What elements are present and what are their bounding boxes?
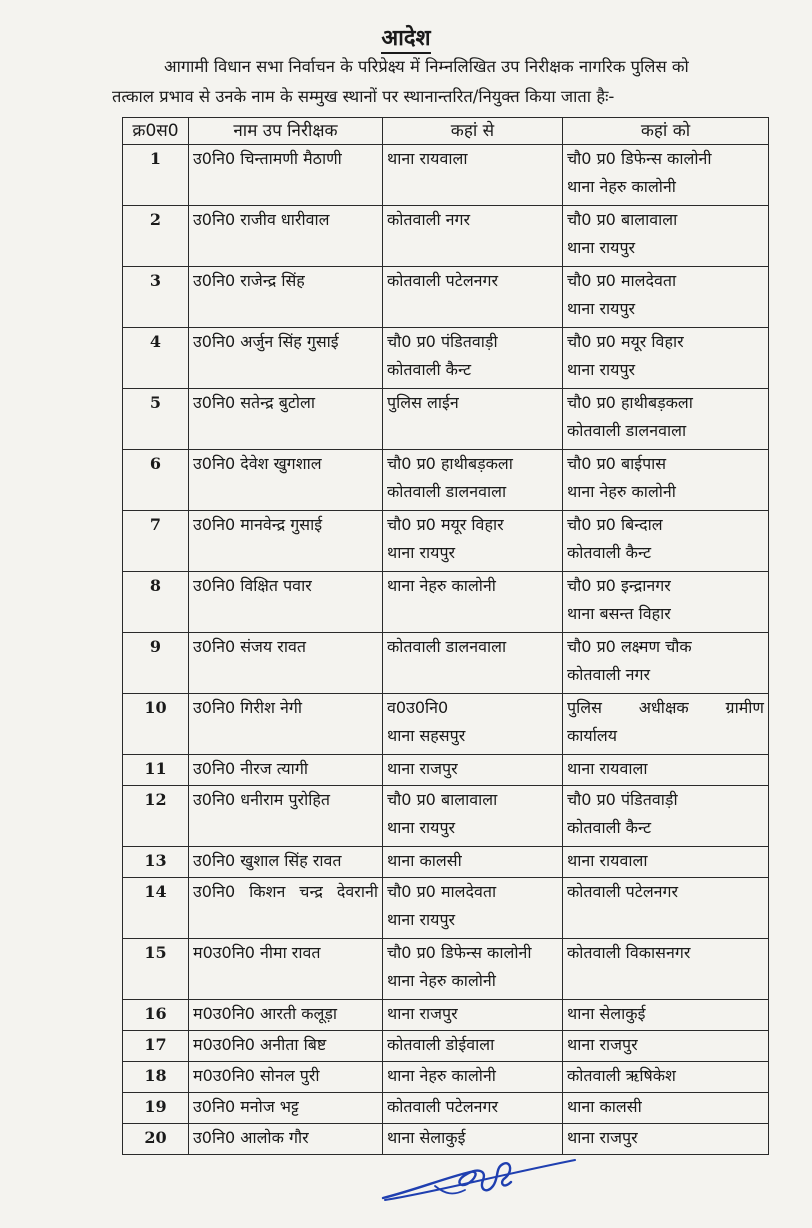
officer-name: उ0नि0 किशन चन्द्र देवरानी	[189, 878, 383, 939]
col-header-from: कहां से	[383, 118, 563, 145]
table-row	[123, 633, 769, 694]
posting-to-line: चौ0 प्र0 इन्द्रानगर	[567, 576, 671, 595]
table-row	[123, 1000, 769, 1031]
posting-from-line: चौ0 प्र0 पंडितवाड़ी	[387, 332, 498, 351]
officer-name: उ0नि0 धनीराम पुरोहित	[189, 786, 383, 847]
posting-to	[563, 145, 769, 206]
posting-to-line: पुलिस अधीक्षक ग्रामीण	[567, 698, 764, 717]
posting-from	[383, 755, 563, 786]
posting-to	[563, 755, 769, 786]
posting-from	[383, 1062, 563, 1093]
posting-from-line: थाना रायपुर	[387, 910, 456, 929]
table-row	[123, 145, 769, 206]
officer-name: उ0नि0 सतेन्द्र बुटोला	[189, 389, 383, 450]
table-row	[123, 878, 769, 939]
table-row	[123, 450, 769, 511]
posting-from-line: थाना रायपुर	[387, 818, 456, 837]
posting-to-line: थाना राजपुर	[567, 1128, 638, 1147]
serial-number: 9	[123, 633, 189, 694]
order-intro	[112, 52, 772, 112]
posting-to-line: कोतवाली नगर	[567, 665, 651, 684]
table-row	[123, 694, 769, 755]
posting-from-line: थाना राजपुर	[387, 1004, 458, 1023]
posting-to-line: चौ0 प्र0 मयूर विहार	[567, 332, 684, 351]
intro-line-1: आगामी विधान सभा निर्वाचन के परिप्रेक्ष्य में निम्नलिखित उप निरीक्षक नागरिक पुलिस को	[164, 57, 689, 76]
officer-name: उ0नि0 राजेन्द्र सिंह	[189, 267, 383, 328]
posting-to	[563, 267, 769, 328]
col-header-name: नाम उप निरीक्षक	[189, 118, 383, 145]
posting-from-line: कोतवाली नगर	[387, 210, 471, 229]
order-heading: आदेश	[0, 22, 812, 52]
table-row	[123, 267, 769, 328]
posting-to	[563, 1062, 769, 1093]
posting-from	[383, 694, 563, 755]
officer-name: उ0नि0 देवेश खुगशाल	[189, 450, 383, 511]
officer-name: उ0नि0 राजीव धारीवाल	[189, 206, 383, 267]
posting-to	[563, 1000, 769, 1031]
transfer-table	[122, 117, 769, 1155]
posting-to-line: चौ0 प्र0 पंडितवाड़ी	[567, 790, 678, 809]
posting-from-line: कोतवाली पटेलनगर	[387, 1097, 499, 1116]
table-row	[123, 847, 769, 878]
officer-name: उ0नि0 मनोज भट्ट	[189, 1093, 383, 1124]
posting-to	[563, 878, 769, 939]
posting-to	[563, 511, 769, 572]
table-row	[123, 389, 769, 450]
signature	[375, 1150, 585, 1210]
table-row	[123, 786, 769, 847]
posting-to	[563, 786, 769, 847]
posting-to	[563, 572, 769, 633]
officer-name: उ0नि0 नीरज त्यागी	[189, 755, 383, 786]
serial-number: 12	[123, 786, 189, 847]
officer-name: उ0नि0 आलोक गौर	[189, 1124, 383, 1155]
posting-to-line: चौ0 प्र0 हाथीबड़कला	[567, 393, 693, 412]
posting-from	[383, 1031, 563, 1062]
posting-from	[383, 939, 563, 1000]
posting-to	[563, 694, 769, 755]
posting-from-line: थाना कालसी	[387, 851, 462, 870]
serial-number: 6	[123, 450, 189, 511]
posting-to-line: कार्यालय	[567, 726, 617, 745]
posting-from	[383, 1000, 563, 1031]
serial-number: 2	[123, 206, 189, 267]
serial-number: 5	[123, 389, 189, 450]
posting-to-line: कोतवाली विकासनगर	[567, 943, 691, 962]
posting-to-line: थाना रायपुर	[567, 360, 636, 379]
table-row	[123, 206, 769, 267]
serial-number: 17	[123, 1031, 189, 1062]
serial-number: 19	[123, 1093, 189, 1124]
posting-from-line: पुलिस लाईन	[387, 393, 459, 412]
posting-from	[383, 145, 563, 206]
posting-to-line: कोतवाली ऋषिकेश	[567, 1066, 676, 1085]
posting-from-line: थाना राजपुर	[387, 759, 458, 778]
posting-from-line: कोतवाली डोईवाला	[387, 1035, 495, 1054]
posting-from-line: थाना नेहरु कालोनी	[387, 1066, 496, 1085]
serial-number: 20	[123, 1124, 189, 1155]
posting-to	[563, 389, 769, 450]
officer-name: उ0नि0 गिरीश नेगी	[189, 694, 383, 755]
serial-number: 15	[123, 939, 189, 1000]
posting-from-line: चौ0 प्र0 हाथीबड़कला	[387, 454, 513, 473]
serial-number: 18	[123, 1062, 189, 1093]
officer-name: उ0नि0 मानवेन्द्र गुसाई	[189, 511, 383, 572]
table-row	[123, 328, 769, 389]
posting-from-line: कोतवाली डालनवाला	[387, 482, 507, 501]
posting-from-line: चौ0 प्र0 मालदेवता	[387, 882, 497, 901]
posting-from	[383, 878, 563, 939]
table-row	[123, 572, 769, 633]
table-row	[123, 939, 769, 1000]
posting-to-line: थाना नेहरु कालोनी	[567, 482, 676, 501]
posting-from-line: चौ0 प्र0 डिफेन्स कालोनी	[387, 943, 532, 962]
posting-to-line: थाना रायवाला	[567, 759, 648, 778]
col-header-to: कहां को	[563, 118, 769, 145]
posting-from	[383, 328, 563, 389]
serial-number: 1	[123, 145, 189, 206]
posting-from-line: थाना नेहरु कालोनी	[387, 971, 496, 990]
posting-from	[383, 389, 563, 450]
intro-line-2: तत्काल प्रभाव से उनके नाम के सम्मुख स्थानों पर स्थानान्तरित/नियुक्त किया जाता हैः-	[112, 87, 615, 106]
posting-to-line: थाना कालसी	[567, 1097, 642, 1116]
posting-from	[383, 206, 563, 267]
posting-to-line: चौ0 प्र0 मालदेवता	[567, 271, 677, 290]
posting-from-line: थाना सहसपुर	[387, 726, 466, 745]
serial-number: 10	[123, 694, 189, 755]
officer-name: उ0नि0 अर्जुन सिंह गुसाई	[189, 328, 383, 389]
posting-from	[383, 511, 563, 572]
posting-to-line: चौ0 प्र0 बालावाला	[567, 210, 678, 229]
posting-to	[563, 328, 769, 389]
serial-number: 11	[123, 755, 189, 786]
posting-to-line: चौ0 प्र0 बिन्दाल	[567, 515, 663, 534]
table-row	[123, 755, 769, 786]
posting-from-line: कोतवाली कैन्ट	[387, 360, 472, 379]
table-row	[123, 511, 769, 572]
col-header-sn: क्र0स0	[123, 118, 189, 145]
posting-from	[383, 572, 563, 633]
posting-to-line: थाना बसन्त विहार	[567, 604, 671, 623]
serial-number: 16	[123, 1000, 189, 1031]
serial-number: 4	[123, 328, 189, 389]
posting-to	[563, 450, 769, 511]
table-row	[123, 1031, 769, 1062]
posting-to	[563, 206, 769, 267]
posting-from	[383, 450, 563, 511]
posting-from-line: थाना रायवाला	[387, 149, 468, 168]
posting-from	[383, 267, 563, 328]
posting-to-line: थाना सेलाकुई	[567, 1004, 646, 1023]
table-row	[123, 1062, 769, 1093]
posting-to	[563, 847, 769, 878]
posting-to-line: कोतवाली पटेलनगर	[567, 882, 679, 901]
posting-to	[563, 1031, 769, 1062]
posting-from-line: थाना सेलाकुई	[387, 1128, 466, 1147]
table-row	[123, 1093, 769, 1124]
posting-to-line: चौ0 प्र0 डिफेन्स कालोनी	[567, 149, 712, 168]
posting-to-line: चौ0 प्र0 बाईपास	[567, 454, 667, 473]
posting-from-line: कोतवाली पटेलनगर	[387, 271, 499, 290]
posting-to-line: थाना राजपुर	[567, 1035, 638, 1054]
table-header-row	[123, 118, 769, 145]
posting-to-line: कोतवाली कैन्ट	[567, 543, 652, 562]
posting-to	[563, 1124, 769, 1155]
posting-to-line: कोतवाली कैन्ट	[567, 818, 652, 837]
posting-from-line: थाना नेहरु कालोनी	[387, 576, 496, 595]
posting-from	[383, 633, 563, 694]
officer-name: म0उ0नि0 सोनल पुरी	[189, 1062, 383, 1093]
serial-number: 8	[123, 572, 189, 633]
officer-name: उ0नि0 विक्षित पवार	[189, 572, 383, 633]
posting-from	[383, 786, 563, 847]
serial-number: 14	[123, 878, 189, 939]
serial-number: 7	[123, 511, 189, 572]
serial-number: 3	[123, 267, 189, 328]
posting-from-line: कोतवाली डालनवाला	[387, 637, 507, 656]
posting-to-line: थाना रायपुर	[567, 299, 636, 318]
officer-name: उ0नि0 चिन्तामणी मैठाणी	[189, 145, 383, 206]
posting-from-line: चौ0 प्र0 बालावाला	[387, 790, 498, 809]
posting-to	[563, 939, 769, 1000]
posting-from-line: व0उ0नि0	[387, 698, 449, 717]
posting-to	[563, 1093, 769, 1124]
posting-from-line: थाना रायपुर	[387, 543, 456, 562]
posting-to-line: थाना रायवाला	[567, 851, 648, 870]
officer-name: उ0नि0 खुशाल सिंह रावत	[189, 847, 383, 878]
officer-name: म0उ0नि0 अनीता बिष्ट	[189, 1031, 383, 1062]
posting-to-line: कोतवाली डालनवाला	[567, 421, 687, 440]
officer-name: उ0नि0 संजय रावत	[189, 633, 383, 694]
officer-name: म0उ0नि0 नीमा रावत	[189, 939, 383, 1000]
posting-to	[563, 633, 769, 694]
posting-from	[383, 1093, 563, 1124]
posting-from-line: चौ0 प्र0 मयूर विहार	[387, 515, 504, 534]
posting-from	[383, 847, 563, 878]
officer-name: म0उ0नि0 आरती कलूड़ा	[189, 1000, 383, 1031]
serial-number: 13	[123, 847, 189, 878]
posting-to-line: थाना नेहरु कालोनी	[567, 177, 676, 196]
posting-to-line: थाना रायपुर	[567, 238, 636, 257]
posting-to-line: चौ0 प्र0 लक्ष्मण चौक	[567, 637, 692, 656]
